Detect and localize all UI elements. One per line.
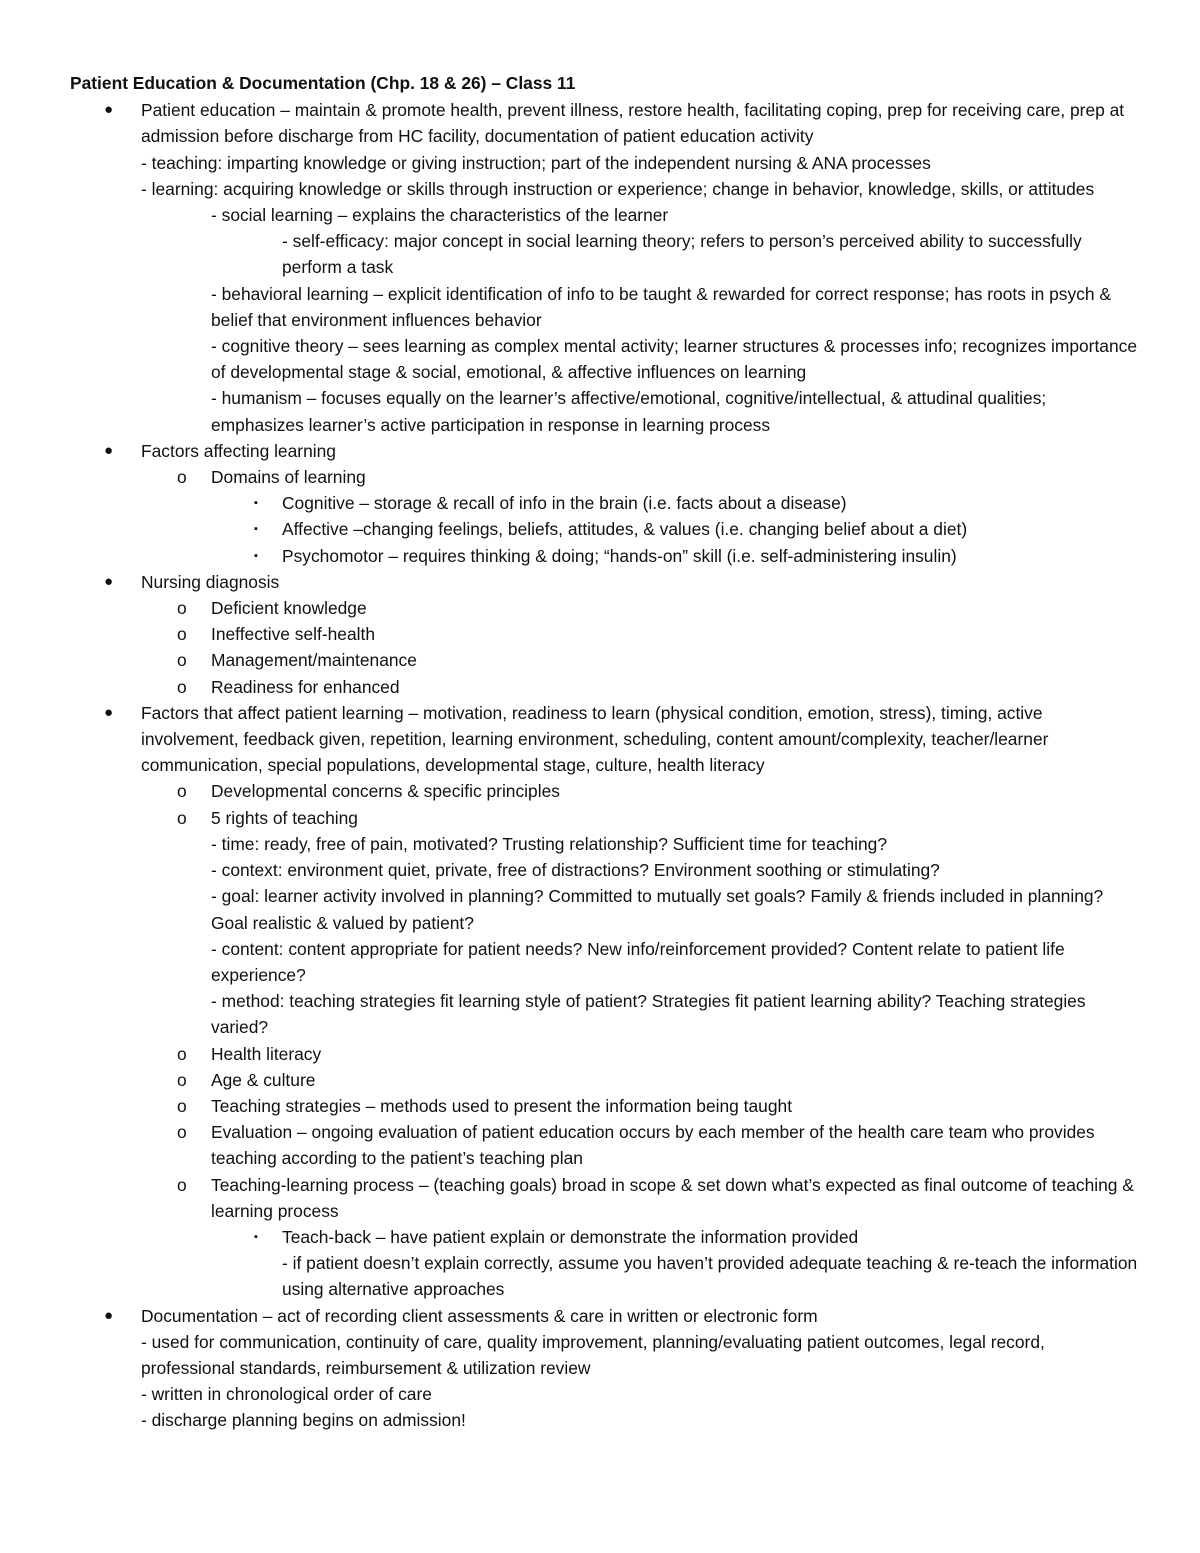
list-item [70, 778, 1140, 804]
item-text: Age & culture [211, 1069, 316, 1090]
circle-marker: o [177, 1174, 187, 1195]
circle-marker: o [177, 650, 187, 671]
list-item-patient-education [70, 97, 1140, 149]
item-text: Psychomotor – requires thinking & doing; “hands-on” skill (i.e. self-administering insulin) [282, 545, 957, 566]
text-line: - content: content appropriate for patient needs? New info/reinforcement provided? Content relate to patient life experience? [211, 938, 1065, 985]
square-marker: ▪ [254, 1230, 258, 1243]
item-text: Teaching-learning process – (teaching goals) broad in scope & set down what’s expected as final outcome of teaching & learning process [211, 1174, 1134, 1221]
list-item [70, 1093, 1140, 1119]
list-item [70, 621, 1140, 647]
text-line: - if patient doesn’t explain correctly, assume you haven’t provided adequate teaching & re-teach the information using alternative approaches [282, 1253, 1138, 1300]
text-line: - learning: acquiring knowledge or skills through instruction or experience; change in behavior, knowledge, skills, or attitudes [141, 178, 1095, 199]
circle-marker: o [177, 1069, 187, 1090]
list-item-factors-affecting-learning [70, 438, 1140, 464]
item-text: Teach-back – have patient explain or demonstrate the information provided [282, 1226, 859, 1247]
item-text: Health literacy [211, 1043, 322, 1064]
list-item [70, 464, 1140, 490]
text-line: - time: ready, free of pain, motivated? Trusting relationship? Sufficient time for teaching? [211, 833, 888, 854]
list-item [70, 543, 1140, 569]
item-text: Cognitive – storage & recall of info in the brain (i.e. facts about a disease) [282, 493, 847, 514]
list-item-factors-patient-learning [70, 700, 1140, 779]
list-item [70, 1041, 1140, 1067]
list-item [70, 1224, 1140, 1250]
item-text: Affective –changing feelings, beliefs, attitudes, & values (i.e. changing belief about a diet) [282, 519, 968, 540]
text-line: - discharge planning begins on admission! [141, 1410, 466, 1431]
item-text: Developmental concerns & specific principles [211, 781, 560, 802]
text-line: - goal: learner activity involved in planning? Committed to mutually set goals? Family & friends included in planning? Goal realistic & valued by patient? [211, 886, 1104, 933]
list-item [70, 674, 1140, 700]
list-item [70, 1172, 1140, 1224]
bullet-marker: ● [104, 572, 114, 590]
text-line: - context: environment quiet, private, free of distractions? Environment soothing or stimulating? [211, 860, 940, 881]
circle-marker: o [177, 1095, 187, 1116]
text-line: - humanism – focuses equally on the learner’s affective/emotional, cognitive/intellectual, & attudinal qualities; emphasizes learner’s active participation in response in learning process [211, 388, 1047, 435]
text-line: - cognitive theory – sees learning as complex mental activity; learner structures & processes info; recognizes importance of developmental stage & social, emotional, & affective influences on learning [211, 336, 1137, 383]
square-marker: ▪ [254, 523, 258, 536]
text-line: - self-efficacy: major concept in social learning theory; refers to person’s perceived ability to successfully perform a task [282, 231, 1082, 278]
item-text: Factors that affect patient learning – motivation, readiness to learn (physical condition, emotion, stress), timing, active involvement, feedback given, repetition, learning environment, scheduling, content amount/complexity, teacher/learner communication, special populations, developmental stage, culture, health literacy [141, 702, 1049, 776]
item-text: Factors affecting learning [141, 440, 336, 461]
item-text: Management/maintenance [211, 650, 417, 671]
list-item [70, 595, 1140, 621]
text-line: - social learning – explains the characteristics of the learner [211, 205, 669, 226]
list-item [70, 805, 1140, 831]
item-text: Nursing diagnosis [141, 571, 280, 592]
square-marker: ▪ [254, 549, 258, 562]
circle-marker: o [177, 807, 187, 828]
document-title: Patient Education & Documentation (Chp. 18 & 26) – Class 11 [70, 73, 576, 93]
item-text: 5 rights of teaching [211, 807, 358, 828]
circle-marker: o [177, 1043, 187, 1064]
text-line: - behavioral learning – explicit identification of info to be taught & rewarded for correct response; has roots in psych & belief that environment influences behavior [211, 283, 1111, 330]
bullet-marker: ● [104, 703, 114, 721]
item-text: Documentation – act of recording client assessments & care in written or electronic form [141, 1305, 818, 1326]
item-text: Ineffective self-health [211, 624, 376, 645]
item-text: Evaluation – ongoing evaluation of patient education occurs by each member of the health care team who provides teaching according to the patient’s teaching plan [211, 1122, 1095, 1169]
list-item [70, 1067, 1140, 1093]
circle-marker: o [177, 676, 187, 697]
text-line: - used for communication, continuity of care, quality improvement, planning/evaluating patient outcomes, legal record, professional standards, reimbursement & utilization review [141, 1331, 1045, 1378]
list-item-documentation [70, 1303, 1140, 1329]
text-line: - teaching: imparting knowledge or giving instruction; part of the independent nursing & ANA processes [141, 152, 931, 173]
item-text: Readiness for enhanced [211, 676, 400, 697]
bullet-marker: ● [104, 1306, 114, 1324]
square-marker: ▪ [254, 497, 258, 510]
list-item [70, 1119, 1140, 1171]
item-text: Patient education – maintain & promote health, prevent illness, restore health, facilitating coping, prep for receiving care, prep at admission before discharge from HC facility, documentation of patient education activity [141, 100, 1125, 147]
list-item [70, 647, 1140, 673]
item-text: Teaching strategies – methods used to present the information being taught [211, 1095, 793, 1116]
item-text: Deficient knowledge [211, 598, 367, 619]
text-line: - written in chronological order of care [141, 1384, 432, 1405]
circle-marker: o [177, 781, 187, 802]
text-line: - method: teaching strategies fit learning style of patient? Strategies fit patient learning ability? Teaching strategies varied? [211, 991, 1086, 1038]
list-item [70, 490, 1140, 516]
circle-marker: o [177, 1122, 187, 1143]
circle-marker: o [177, 598, 187, 619]
circle-marker: o [177, 467, 187, 488]
item-text: Domains of learning [211, 467, 366, 488]
bullet-marker: ● [104, 101, 114, 119]
circle-marker: o [177, 624, 187, 645]
list-item [70, 516, 1140, 542]
bullet-marker: ● [104, 441, 114, 459]
list-item-nursing-diagnosis [70, 569, 1140, 595]
